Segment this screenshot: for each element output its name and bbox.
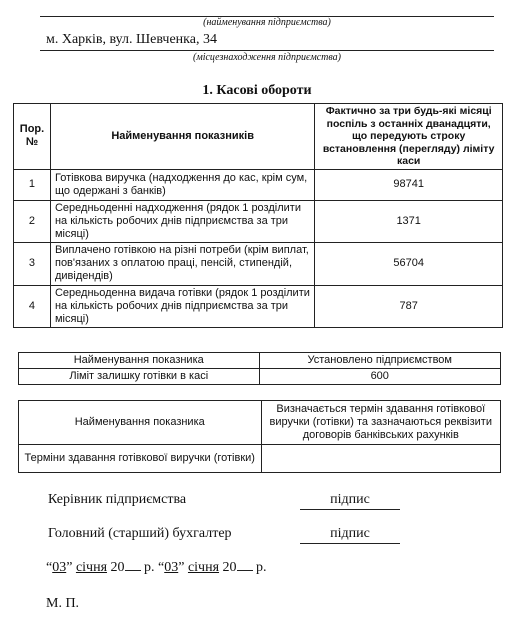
location-line (40, 50, 494, 51)
row-number: 1 (14, 169, 51, 200)
row-indicator-name: Готівкова виручка (надходження до кас, крім сум, що одержані з банків) (50, 169, 314, 200)
table-row (14, 200, 503, 242)
limit-header-value: Установлено підприємством (259, 353, 501, 369)
date-quote-open: “ (158, 560, 165, 575)
terms-header-name: Найменування показника (19, 401, 262, 445)
row-indicator-name: Середньоденні надходження (рядок 1 розділити на кількість робочих днів підприємства за три місяці) (50, 200, 314, 242)
cash-deposit-terms-table (18, 400, 501, 473)
stamp-label: М. П. (46, 596, 80, 611)
table-header-row (19, 401, 501, 445)
location-caption: (місцезнаходження підприємства) (193, 52, 341, 63)
limit-row-value: 600 (259, 369, 501, 385)
table-header-row (19, 353, 501, 369)
table-row (19, 445, 501, 473)
director-signature-line (300, 492, 400, 510)
terms-row-value (261, 445, 501, 473)
date-month-2: січня (187, 560, 220, 575)
limit-row-name: Ліміт залишку готівки в касі (19, 369, 260, 385)
header-actual-value: Фактично за три будь-які місяці поспіль з останніх дванадцяти, що передують строку встановлення (перегляду) ліміту каси (315, 104, 503, 170)
accountant-signature-caption: підпис (330, 526, 370, 541)
table-row (19, 369, 501, 385)
date-year-blank-1 (125, 570, 141, 571)
section-title: 1. Касові обороти (202, 83, 312, 98)
table-header-row (14, 104, 503, 170)
enterprise-name-caption: (найменування підприємства) (203, 17, 331, 28)
header-number: Пор. № (14, 104, 51, 170)
row-value: 56704 (315, 242, 503, 285)
limit-header-name: Найменування показника (19, 353, 260, 369)
row-number: 2 (14, 200, 51, 242)
table-row (14, 242, 503, 285)
accountant-signature-line (300, 526, 400, 544)
date-month-1: січня (75, 560, 108, 575)
accountant-label: Головний (старший) бухгалтер (48, 526, 232, 541)
date-line (46, 560, 267, 576)
date-year-blank-2 (237, 570, 253, 571)
date-day-2: 03 (164, 560, 179, 575)
date-year-prefix-1: 20 (110, 560, 125, 575)
row-value: 98741 (315, 169, 503, 200)
header-indicator-name: Найменування показників (50, 104, 314, 170)
director-label: Керівник підприємства (48, 492, 187, 507)
row-indicator-name: Середньоденна видача готівки (рядок 1 розділити на кількість робочих днів підприємства за три місяці) (50, 285, 314, 327)
terms-row-name: Терміни здавання готівкової виручки (готівки) (19, 445, 262, 473)
row-number: 4 (14, 285, 51, 327)
table-row (14, 285, 503, 327)
date-quote-open: “ (46, 560, 53, 575)
date-year-suffix-2: р. (256, 560, 267, 575)
date-year-suffix-1: р. (144, 560, 155, 575)
terms-header-value: Визначається термін здавання готівкової виручки (готівки) та зазначаються реквізити договорів банківських рахунків (261, 401, 501, 445)
table-row (14, 169, 503, 200)
date-quote-close: ” (178, 560, 185, 575)
cash-limit-table (18, 352, 501, 385)
location-value: м. Харків, вул. Шевченка, 34 (46, 32, 217, 47)
row-value: 787 (315, 285, 503, 327)
date-quote-close: ” (66, 560, 73, 575)
row-value: 1371 (315, 200, 503, 242)
cash-turnover-table (13, 103, 503, 328)
date-day-1: 03 (52, 560, 67, 575)
date-year-prefix-2: 20 (222, 560, 237, 575)
row-indicator-name: Виплачено готівкою на різні потреби (крім виплат, пов'язаних з оплатою праці, пенсій, стипендій, дивідендів) (50, 242, 314, 285)
director-signature-caption: підпис (330, 492, 370, 507)
row-number: 3 (14, 242, 51, 285)
